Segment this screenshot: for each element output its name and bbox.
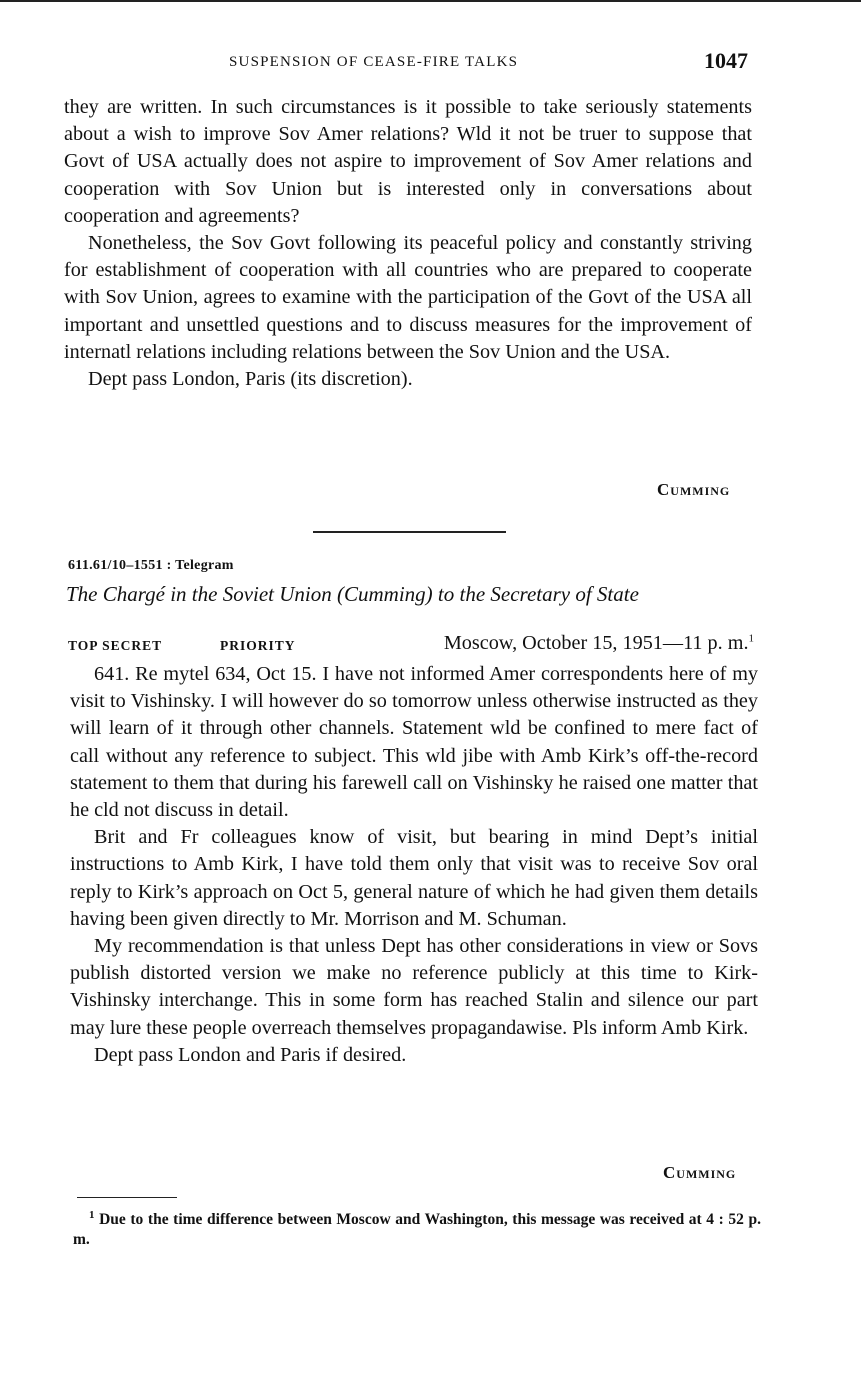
paragraph: 641. Re mytel 634, Oct 15. I have not informed Amer correspondents here of my visit to Vishinsky. I will however do so tomorrow unless otherwise instructed as they will learn of it through other channels. Statement wld be confined to mere fact of call without any reference to subject. This wld jibe with Amb Kirk’s off-the-record statement to them that during his farewell call on Vishinsky he raised one matter that he cld not discuss in detail. (70, 663, 758, 822)
second-document-body (70, 661, 758, 1069)
telegram-meta-line (68, 632, 758, 660)
file-number: 611.61/10–1551 : Telegram (68, 558, 234, 573)
footnote-text: Due to the time difference between Moscow and Washington, this message was received at 4 : 52 p. m. (73, 1211, 762, 1248)
footnote-rule (77, 1197, 177, 1198)
paragraph: Dept pass London, Paris (its discretion). (88, 368, 413, 391)
top-border-rule (0, 0, 861, 2)
document-heading: The Chargé in the Soviet Union (Cumming) to the Secretary of State (66, 582, 639, 606)
running-title: SUSPENSION OF CEASE-FIRE TALKS (229, 54, 519, 70)
footnote-marker: 1 (89, 1208, 95, 1221)
priority-label: PRIORITY (220, 638, 296, 653)
classification-label: TOP SECRET (68, 638, 163, 653)
page-number: 1047 (704, 48, 748, 73)
paragraph: Brit and Fr colleagues know of visit, but bearing in mind Dept’s initial instructions to Amb Kirk, I have told them only that visit was to receive Sov oral reply to Kirk’s approach on Oct 5, general nature of which he had given them details having been given directly to Mr. Morrison and M. Schuman. (70, 826, 758, 930)
place-date (444, 632, 754, 655)
section-divider (313, 531, 506, 533)
paragraph: Nonetheless, the Sov Govt following its peaceful policy and constantly striving for establishment of cooperation with all countries who are prepared to cooperate with Sov Union, agrees to examine with the participation of the Govt of the USA all important and unsettled questions and to discuss measures for the improvement of internatl relations including relations between the Sov Union and the USA. (64, 232, 752, 363)
place-date-text: Moscow, October 15, 1951—11 p. m. (443, 632, 749, 654)
footnote-text-line (73, 1210, 761, 1250)
first-document-body (64, 94, 752, 393)
footnote-ref-marker: 1 (748, 632, 754, 645)
paragraph: they are written. In such circumstances is it possible to take seriously statements about a wish to improve Sov Amer relations? Wld it not be truer to suppose that Govt of USA actually does not aspire to improvement of Sov Amer relations and cooperation with Sov Union but is interested only in conversations about cooperation and agreements? (64, 96, 752, 227)
running-head (64, 48, 754, 78)
signature-cumming-2: Cumming (663, 1163, 737, 1182)
footnote (73, 1210, 761, 1250)
paragraph: My recommendation is that unless Dept has other considerations in view or Sovs publish distorted version we make no reference publicly at this time to Kirk-Vishinsky interchange. This in some form has reached Stalin and silence our part may lure these people overreach themselves propagandawise. Pls inform Amb Kirk. (70, 935, 758, 1039)
paragraph: Dept pass London and Paris if desired. (94, 1043, 407, 1066)
signature-cumming-1: Cumming (657, 480, 731, 499)
